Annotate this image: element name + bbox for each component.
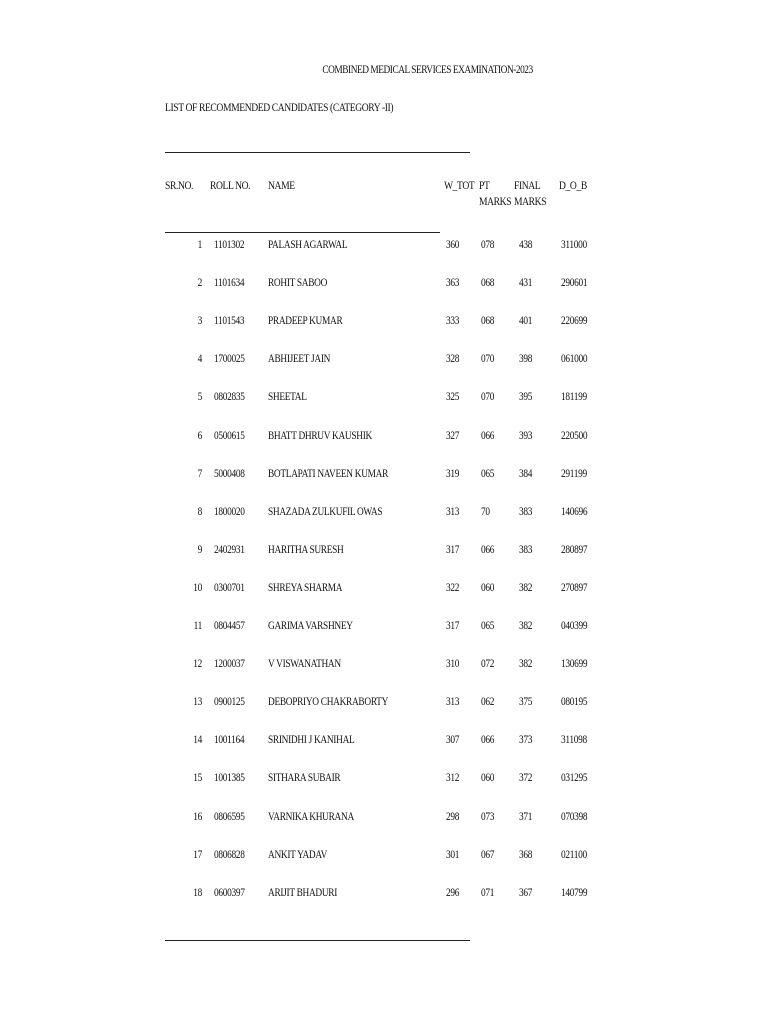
- dob-cell: 031295: [561, 770, 588, 785]
- name-cell: ROHIT SABOO: [268, 275, 328, 290]
- final-marks-cell: 375: [519, 694, 533, 709]
- name-cell: BOTLAPATI NAVEEN KUMAR: [268, 465, 389, 480]
- pt-marks-cell: 066: [481, 541, 495, 556]
- roll-no-cell: 0806828: [214, 846, 245, 861]
- sr-no-cell: 17: [193, 846, 202, 861]
- name-cell: SHEETAL: [268, 389, 307, 404]
- w-tot-cell: 363: [446, 275, 460, 290]
- w-tot-cell: 327: [446, 427, 460, 442]
- final-marks-cell: 401: [519, 313, 533, 328]
- dob-cell: 220500: [561, 427, 588, 442]
- final-marks-cell: 438: [519, 237, 533, 251]
- pt-marks-cell: 062: [481, 694, 495, 709]
- bottom-rule: [165, 940, 470, 941]
- header-sr-no: SR.NO.: [165, 178, 194, 192]
- name-cell: V VISWANATHAN: [268, 656, 341, 671]
- header-final-marks: [514, 177, 546, 209]
- dob-cell: 181199: [561, 389, 587, 404]
- pt-marks-cell: 068: [481, 313, 495, 328]
- header-roll-no: ROLL NO.: [210, 178, 251, 192]
- roll-no-cell: 1200037: [214, 656, 245, 671]
- final-marks-cell: 395: [519, 389, 533, 404]
- dob-cell: 291199: [561, 465, 587, 480]
- w-tot-cell: 328: [446, 351, 460, 366]
- sr-no-cell: 13: [193, 694, 202, 709]
- roll-no-cell: 2402931: [214, 541, 245, 556]
- final-marks-cell: 367: [519, 884, 533, 899]
- roll-no-cell: 1101543: [214, 313, 245, 328]
- pt-marks-cell: 072: [481, 656, 495, 671]
- name-cell: PRADEEP KUMAR: [268, 313, 343, 328]
- roll-no-cell: 1800020: [214, 503, 245, 518]
- final-marks-cell: 373: [519, 732, 533, 747]
- pt-marks-cell: 067: [481, 846, 495, 861]
- pt-marks-cell: 071: [481, 884, 495, 899]
- sr-no-cell: 9: [197, 541, 202, 556]
- dob-cell: 021100: [561, 846, 587, 861]
- pt-marks-cell: 060: [481, 770, 495, 785]
- name-cell: SRINIDHI J KANIHAL: [268, 732, 355, 747]
- final-marks-cell: 431: [519, 275, 533, 290]
- dob-cell: 140696: [561, 503, 588, 518]
- document-subtitle: LIST OF RECOMMENDED CANDIDATES (CATEGORY -II): [165, 100, 394, 114]
- sr-no-cell: 4: [197, 351, 202, 366]
- name-cell: PALASH AGARWAL: [268, 237, 348, 251]
- pt-marks-cell: 070: [481, 351, 495, 366]
- sr-no-cell: 10: [193, 579, 202, 594]
- sr-no-cell: 3: [197, 313, 202, 328]
- name-cell: GARIMA VARSHNEY: [268, 618, 353, 632]
- roll-no-cell: 0900125: [214, 694, 245, 709]
- sr-no-cell: 15: [193, 770, 202, 785]
- pt-marks-cell: 066: [481, 427, 495, 442]
- dob-cell: 311098: [561, 732, 587, 747]
- dob-cell: 140799: [561, 884, 588, 899]
- final-marks-cell: 384: [519, 465, 533, 480]
- roll-no-cell: 0300701: [214, 579, 245, 594]
- name-cell: DEBOPRIYO CHAKRABORTY: [268, 694, 389, 709]
- roll-no-cell: 0806595: [214, 808, 245, 823]
- dob-cell: 130699: [561, 656, 588, 671]
- roll-no-cell: 0600397: [214, 884, 245, 899]
- header-w-tot: W_TOT: [444, 178, 475, 192]
- header-final-marks-line2: MARKS: [514, 194, 547, 208]
- dob-cell: 061000: [561, 351, 588, 366]
- dob-cell: 270897: [561, 579, 588, 594]
- name-cell: SITHARA SUBAIR: [268, 770, 341, 785]
- w-tot-cell: 360: [446, 237, 460, 251]
- w-tot-cell: 317: [446, 618, 460, 632]
- top-rule: [165, 152, 470, 153]
- final-marks-cell: 382: [519, 618, 533, 632]
- pt-marks-cell: 066: [481, 732, 495, 747]
- header-dob: D_O_B: [559, 178, 587, 192]
- sr-no-cell: 11: [193, 618, 202, 632]
- w-tot-cell: 319: [446, 465, 460, 480]
- dob-cell: 070398: [561, 808, 588, 823]
- dob-cell: 040399: [561, 618, 588, 632]
- w-tot-cell: 296: [446, 884, 460, 899]
- pt-marks-cell: 70: [481, 503, 490, 518]
- header-pt-marks-line2: MARKS: [479, 194, 512, 208]
- dob-cell: 280897: [561, 541, 588, 556]
- w-tot-cell: 301: [446, 846, 460, 861]
- w-tot-cell: 312: [446, 770, 460, 785]
- final-marks-cell: 371: [519, 808, 533, 823]
- sr-no-cell: 16: [193, 808, 202, 823]
- dob-cell: 311000: [561, 237, 587, 251]
- pt-marks-cell: 068: [481, 275, 495, 290]
- pt-marks-cell: 078: [481, 237, 495, 251]
- sr-no-cell: 1: [197, 237, 202, 251]
- pt-marks-cell: 073: [481, 808, 495, 823]
- final-marks-cell: 393: [519, 427, 533, 442]
- final-marks-cell: 383: [519, 541, 533, 556]
- name-cell: ARIJIT BHADURI: [268, 884, 338, 899]
- name-cell: ANKIT YADAV: [268, 846, 328, 861]
- header-name: NAME: [268, 178, 295, 192]
- roll-no-cell: 1001164: [214, 732, 245, 747]
- roll-no-cell: 1001385: [214, 770, 245, 785]
- sr-no-cell: 8: [197, 503, 202, 518]
- sr-no-cell: 2: [197, 275, 202, 290]
- final-marks-cell: 382: [519, 656, 533, 671]
- sr-no-cell: 12: [193, 656, 202, 671]
- name-cell: SHAZADA ZULKUFIL OWAS: [268, 503, 383, 518]
- dob-cell: 290601: [561, 275, 588, 290]
- name-cell: BHATT DHRUV KAUSHIK: [268, 427, 372, 442]
- pt-marks-cell: 060: [481, 579, 495, 594]
- final-marks-cell: 372: [519, 770, 533, 785]
- dob-cell: 080195: [561, 694, 588, 709]
- final-marks-cell: 368: [519, 846, 533, 861]
- sr-no-cell: 6: [197, 427, 202, 442]
- header-final-marks-line1: FINAL: [514, 178, 541, 192]
- header-pt-marks: [479, 177, 511, 209]
- sr-no-cell: 5: [197, 389, 202, 404]
- roll-no-cell: 0804457: [214, 618, 245, 632]
- final-marks-cell: 383: [519, 503, 533, 518]
- pt-marks-cell: 065: [481, 465, 495, 480]
- final-marks-cell: 382: [519, 579, 533, 594]
- w-tot-cell: 333: [446, 313, 460, 328]
- roll-no-cell: 0802835: [214, 389, 245, 404]
- document-title: COMBINED MEDICAL SERVICES EXAMINATION-2023: [322, 62, 533, 76]
- pt-marks-cell: 065: [481, 618, 495, 632]
- roll-no-cell: 0500615: [214, 427, 245, 442]
- name-cell: VARNIKA KHURANA: [268, 808, 354, 823]
- name-cell: SHREYA SHARMA: [268, 579, 343, 594]
- w-tot-cell: 317: [446, 541, 460, 556]
- w-tot-cell: 298: [446, 808, 460, 823]
- name-cell: ABHIJEET JAIN: [268, 351, 331, 366]
- sr-no-cell: 7: [197, 465, 202, 480]
- roll-no-cell: 5000408: [214, 465, 245, 480]
- w-tot-cell: 313: [446, 503, 460, 518]
- roll-no-cell: 1101302: [214, 237, 245, 251]
- sr-no-cell: 14: [193, 732, 202, 747]
- header-rule: [165, 232, 440, 233]
- name-cell: HARITHA SURESH: [268, 541, 344, 556]
- roll-no-cell: 1700025: [214, 351, 245, 366]
- final-marks-cell: 398: [519, 351, 533, 366]
- w-tot-cell: 307: [446, 732, 460, 747]
- header-pt-marks-line1: PT: [479, 178, 490, 192]
- w-tot-cell: 325: [446, 389, 460, 404]
- pt-marks-cell: 070: [481, 389, 495, 404]
- w-tot-cell: 310: [446, 656, 460, 671]
- dob-cell: 220699: [561, 313, 588, 328]
- roll-no-cell: 1101634: [214, 275, 245, 290]
- w-tot-cell: 322: [446, 579, 460, 594]
- sr-no-cell: 18: [193, 884, 202, 899]
- w-tot-cell: 313: [446, 694, 460, 709]
